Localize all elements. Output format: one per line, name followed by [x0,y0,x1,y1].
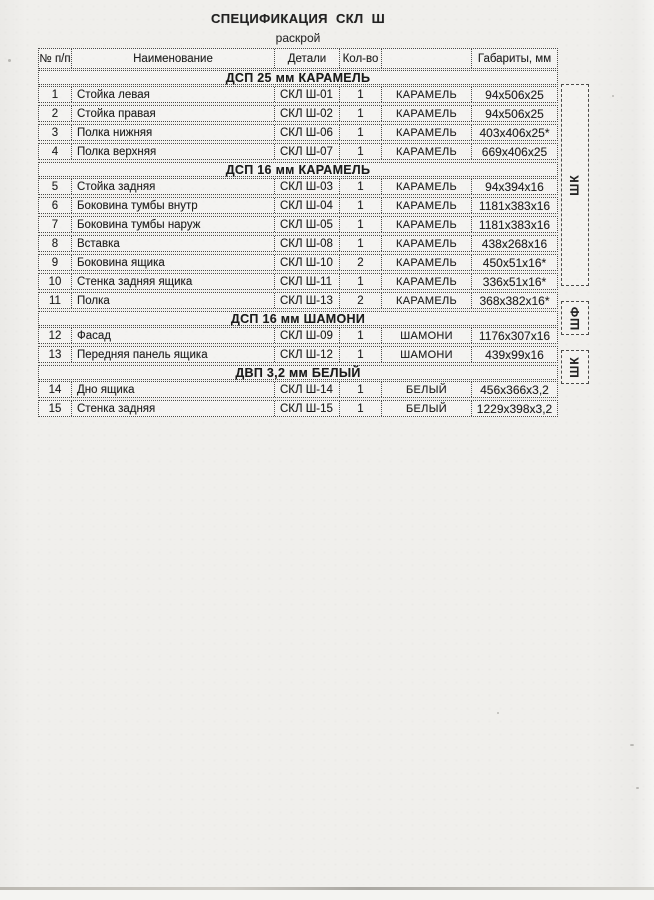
cell-detail: СКЛ Ш-12 [274,347,339,362]
table-row [38,381,558,398]
scan-background-strip [0,890,654,900]
cell-num: 9 [51,256,59,269]
column-header: Детали [274,49,339,68]
table-row [38,327,558,344]
cell-num: 8 [51,237,59,250]
cell-material: КАРАМЕЛЬ [381,293,471,308]
cell-num: 5 [51,180,59,193]
table-row [38,105,558,122]
table-row [38,124,558,141]
cell-num: 1 [51,88,59,101]
cell-qty: 1 [339,106,381,121]
cell-qty: 1 [339,274,381,289]
cell-size: 94x394x16 [471,179,557,194]
cell-name: Боковина ящика [71,255,274,270]
cell-size: 336x51x16* [471,274,557,289]
cell-detail: СКЛ Ш-06 [274,125,339,140]
section-header: ДСП 16 мм ШАМОНИ [38,311,558,326]
cell-detail: СКЛ Ш-08 [274,236,339,251]
cell-name: Боковина тумбы наруж [71,217,274,232]
table-body [38,70,558,417]
column-header: № п/п [39,52,71,65]
cell-qty: 1 [339,217,381,232]
column-header [381,49,471,68]
document-subtitle: раскрой [275,31,321,45]
cell-size: 94x506x25 [471,106,557,121]
cell-size: 1229x398x3,2 [471,401,557,416]
table-row [38,400,558,417]
cell-qty: 1 [339,87,381,102]
cell-size: 1181x383x16 [471,198,557,213]
cell-num: 13 [48,348,62,361]
scan-speck [630,744,634,746]
scan-speck [497,712,499,714]
cell-num: 14 [48,383,62,396]
cell-qty: 1 [339,144,381,159]
side-marker-label: ШФ [568,305,582,331]
cell-material: КАРАМЕЛЬ [381,198,471,213]
table-row [38,292,558,309]
cell-qty: 1 [339,328,381,343]
cell-material: КАРАМЕЛЬ [381,144,471,159]
cell-size: 450x51x16* [471,255,557,270]
column-header: Кол-во [339,49,381,68]
cell-num: 4 [51,145,59,158]
cell-name: Полка [71,293,274,308]
section-header: ДСП 25 мм КАРАМЕЛЬ [38,70,558,85]
scan-speck [636,787,639,789]
cell-name: Стойка правая [71,106,274,121]
side-marker-box-shamoni [561,301,589,335]
section-header: ДСП 16 мм КАРАМЕЛЬ [38,162,558,177]
scan-speck [612,95,614,97]
cell-material: КАРАМЕЛЬ [381,125,471,140]
cell-material: КАРАМЕЛЬ [381,87,471,102]
cell-material: КАРАМЕЛЬ [381,236,471,251]
cell-size: 669x406x25 [471,144,557,159]
table-row [38,197,558,214]
cell-material: ШАМОНИ [381,347,471,362]
cell-qty: 2 [339,293,381,308]
spec-table [38,48,558,419]
cell-qty: 1 [339,236,381,251]
cell-material: ШАМОНИ [381,328,471,343]
cell-qty: 1 [339,401,381,416]
cell-detail: СКЛ Ш-05 [274,217,339,232]
cell-material: КАРАМЕЛЬ [381,217,471,232]
cell-name: Стойка левая [71,87,274,102]
cell-detail: СКЛ Ш-15 [274,401,339,416]
table-row [38,235,558,252]
table-row [38,254,558,271]
cell-detail: СКЛ Ш-14 [274,382,339,397]
cell-num: 7 [51,218,59,231]
scan-speck [8,59,11,62]
column-header: Габариты, мм [471,49,557,68]
cell-detail: СКЛ Ш-07 [274,144,339,159]
cell-size: 94x506x25 [471,87,557,102]
cell-material: КАРАМЕЛЬ [381,106,471,121]
cell-detail: СКЛ Ш-02 [274,106,339,121]
cell-num: 3 [51,126,59,139]
cell-num: 2 [51,107,59,120]
section-header: ДВП 3,2 мм БЕЛЫЙ [38,365,558,380]
cell-num: 10 [48,275,62,288]
cell-qty: 1 [339,125,381,140]
cell-material: БЕЛЫЙ [381,401,471,416]
cell-material: БЕЛЫЙ [381,382,471,397]
cell-name: Полка верхняя [71,144,274,159]
cell-name: Вставка [71,236,274,251]
cell-name: Фасад [71,328,274,343]
cell-detail: СКЛ Ш-11 [274,274,339,289]
cell-name: Передняя панель ящика [71,347,274,362]
cell-size: 438x268x16 [471,236,557,251]
cell-qty: 2 [339,255,381,270]
table-row [38,346,558,363]
cell-detail: СКЛ Ш-03 [274,179,339,194]
cell-size: 1176x307x16 [471,328,557,343]
table-row [38,178,558,195]
cell-material: КАРАМЕЛЬ [381,255,471,270]
cell-size: 403x406x25* [471,125,557,140]
cell-detail: СКЛ Ш-13 [274,293,339,308]
cell-qty: 1 [339,198,381,213]
cell-num: 15 [48,402,62,415]
cell-size: 368x382x16* [471,293,557,308]
cell-detail: СКЛ Ш-01 [274,87,339,102]
column-header: Наименование [71,49,274,68]
side-marker-label: ШК [567,356,582,378]
cell-num: 6 [51,199,59,212]
cell-qty: 1 [339,179,381,194]
table-row [38,143,558,160]
side-marker-label: ШК [567,174,582,196]
cell-num: 12 [48,329,62,342]
cell-name: Дно ящика [71,382,274,397]
cell-qty: 1 [339,382,381,397]
side-marker-box-karamel [561,84,589,286]
cell-name: Стенка задняя [71,401,274,416]
cell-material: КАРАМЕЛЬ [381,179,471,194]
cell-size: 1181x383x16 [471,217,557,232]
cell-name: Боковина тумбы внутр [71,198,274,213]
cell-size: 439x99x16 [471,347,557,362]
cell-detail: СКЛ Ш-10 [274,255,339,270]
cell-num: 11 [49,294,61,307]
cell-qty: 1 [339,347,381,362]
cell-detail: СКЛ Ш-09 [274,328,339,343]
cell-name: Полка нижняя [71,125,274,140]
cell-name: Стойка задняя [71,179,274,194]
side-marker-box-dvp [561,350,589,384]
table-row [38,273,558,290]
table-row [38,86,558,103]
cell-material: КАРАМЕЛЬ [381,274,471,289]
cell-size: 456x366x3,2 [471,382,557,397]
table-row [38,216,558,233]
document-title: СПЕЦИФИКАЦИЯ СКЛ Ш [210,11,386,26]
table-header-row [38,48,558,69]
cell-detail: СКЛ Ш-04 [274,198,339,213]
cell-name: Стенка задняя ящика [71,274,274,289]
